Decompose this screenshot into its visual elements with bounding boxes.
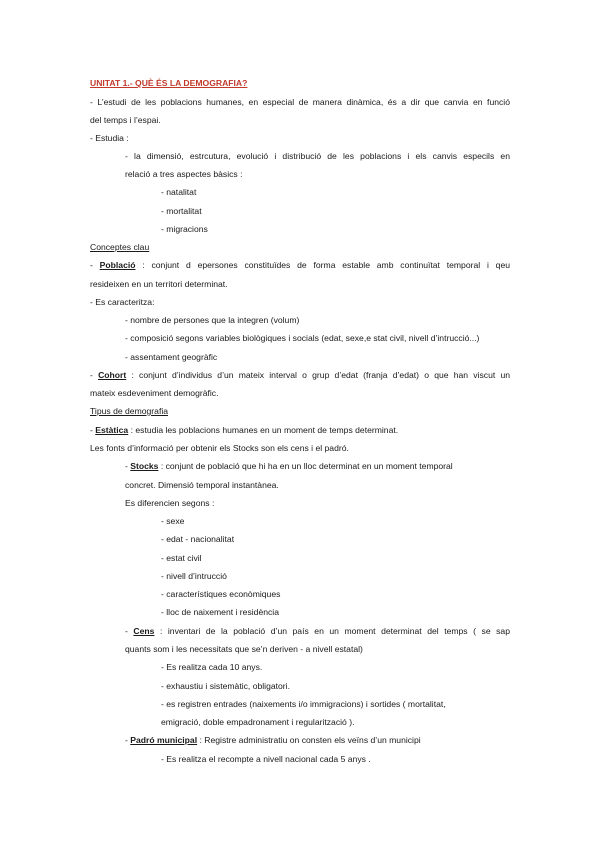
estudia-line-1: - la dimensió, estrcutura, evolució i distribució de les poblacions i els canvis especils en bbox=[125, 151, 510, 161]
intro-line-2: del temps i l’espai. bbox=[90, 115, 161, 125]
caracteritza-item: - composició segons variables biològiques i socials (edat, sexe,e stat civil, nivell d’intrucció...) bbox=[125, 333, 480, 343]
bullet: - bbox=[125, 735, 131, 745]
caracteritza-item: - nombre de persones que la integren (volum) bbox=[125, 315, 300, 325]
estudia-label: - Estudia : bbox=[90, 133, 129, 143]
stocks-item: - característiques econòmiques bbox=[161, 589, 281, 599]
estatica-definition bbox=[90, 424, 398, 436]
cens-item: - es registren entrades (naixements i/o immigracions) i sortides ( mortalitat, bbox=[161, 699, 446, 709]
aspect-item: - natalitat bbox=[161, 187, 197, 197]
bullet: - bbox=[90, 260, 100, 270]
cens-item: - Es realitza cada 10 anys. bbox=[161, 662, 263, 672]
poblacio-line-2: resideixen en un territori determinat. bbox=[90, 279, 228, 289]
padro-text: : Registre administratiu on consten els veïns d’un municipi bbox=[197, 735, 421, 745]
term-poblacio: Població bbox=[99, 260, 136, 270]
section-heading-conceptes: Conceptes clau bbox=[90, 242, 150, 252]
term-estatica: Estàtica bbox=[95, 425, 129, 435]
cohort-definition bbox=[90, 369, 510, 381]
aspect-item: - migracions bbox=[161, 224, 208, 234]
poblacio-definition bbox=[90, 259, 510, 271]
caracteritza-label: - Es caracteritza: bbox=[90, 297, 155, 307]
document-title: UNITAT 1.- QUÈ ÉS LA DEMOGRAFIA? bbox=[90, 78, 248, 88]
term-stocks: Stocks bbox=[130, 461, 159, 471]
stocks-line-2: concret. Dimensió temporal instantànea. bbox=[125, 480, 279, 490]
stocks-item: - edat - nacionalitat bbox=[161, 534, 235, 544]
fonts-line: Les fonts d’informació per obtenir els Stocks son els cens i el padró. bbox=[90, 443, 349, 453]
stocks-line-1: : conjunt de població que hi ha en un lloc determinat en un moment temporal bbox=[158, 461, 453, 471]
term-cens: Cens bbox=[133, 626, 155, 636]
estatica-text: : estudia les poblacions humanes en un moment de temps determinat. bbox=[128, 425, 399, 435]
diferencien-label: Es diferencien segons : bbox=[125, 498, 215, 508]
stocks-definition bbox=[125, 460, 453, 472]
padro-definition bbox=[125, 734, 421, 746]
aspect-item: - mortalitat bbox=[161, 206, 202, 216]
estudia-line-2: relació a tres aspectes bàsics : bbox=[125, 169, 243, 179]
term-cohort: Cohort bbox=[98, 370, 127, 380]
cens-item: emigració, doble empadronament i regularització ). bbox=[161, 717, 355, 727]
padro-item: - Es realitza el recompte a nivell nacional cada 5 anys . bbox=[161, 754, 371, 764]
term-padro: Padró municipal bbox=[130, 735, 198, 745]
poblacio-line-1: : conjunt d epersones constituïdes de forma estable amb continuïtat temporal i qeu bbox=[135, 260, 511, 270]
stocks-item: - estat civil bbox=[161, 553, 202, 563]
cohort-line-1: : conjunt d’individus d’un mateix interval o grup d’edat (franja d’edat) o que han viscut un bbox=[126, 370, 511, 380]
stocks-item: - sexe bbox=[161, 516, 185, 526]
cens-definition bbox=[125, 625, 510, 637]
bullet: - bbox=[90, 370, 99, 380]
cens-line-2: quants som i les necessitats que se’n deriven - a nivell estatal) bbox=[125, 644, 363, 654]
bullet: - bbox=[90, 425, 96, 435]
section-heading-tipus: Tipus de demografia bbox=[90, 406, 169, 416]
stocks-item: - lloc de naixement i residència bbox=[161, 607, 279, 617]
cens-line-1: : inventari de la població d’un país en un moment determinat del temps ( se sap bbox=[154, 626, 510, 636]
bullet: - bbox=[125, 461, 131, 471]
cens-item: - exhaustiu i sistemàtic, obligatori. bbox=[161, 681, 290, 691]
caracteritza-item: - assentament geogràfic bbox=[125, 352, 218, 362]
stocks-item: - nivell d’intrucció bbox=[161, 571, 227, 581]
cohort-line-2: mateix esdeveniment demogràfic. bbox=[90, 388, 219, 398]
bullet: - bbox=[125, 626, 134, 636]
intro-line-1: - L’estudi de les poblacions humanes, en especial de manera dinàmica, és a dir que canvia en funció bbox=[90, 97, 510, 107]
